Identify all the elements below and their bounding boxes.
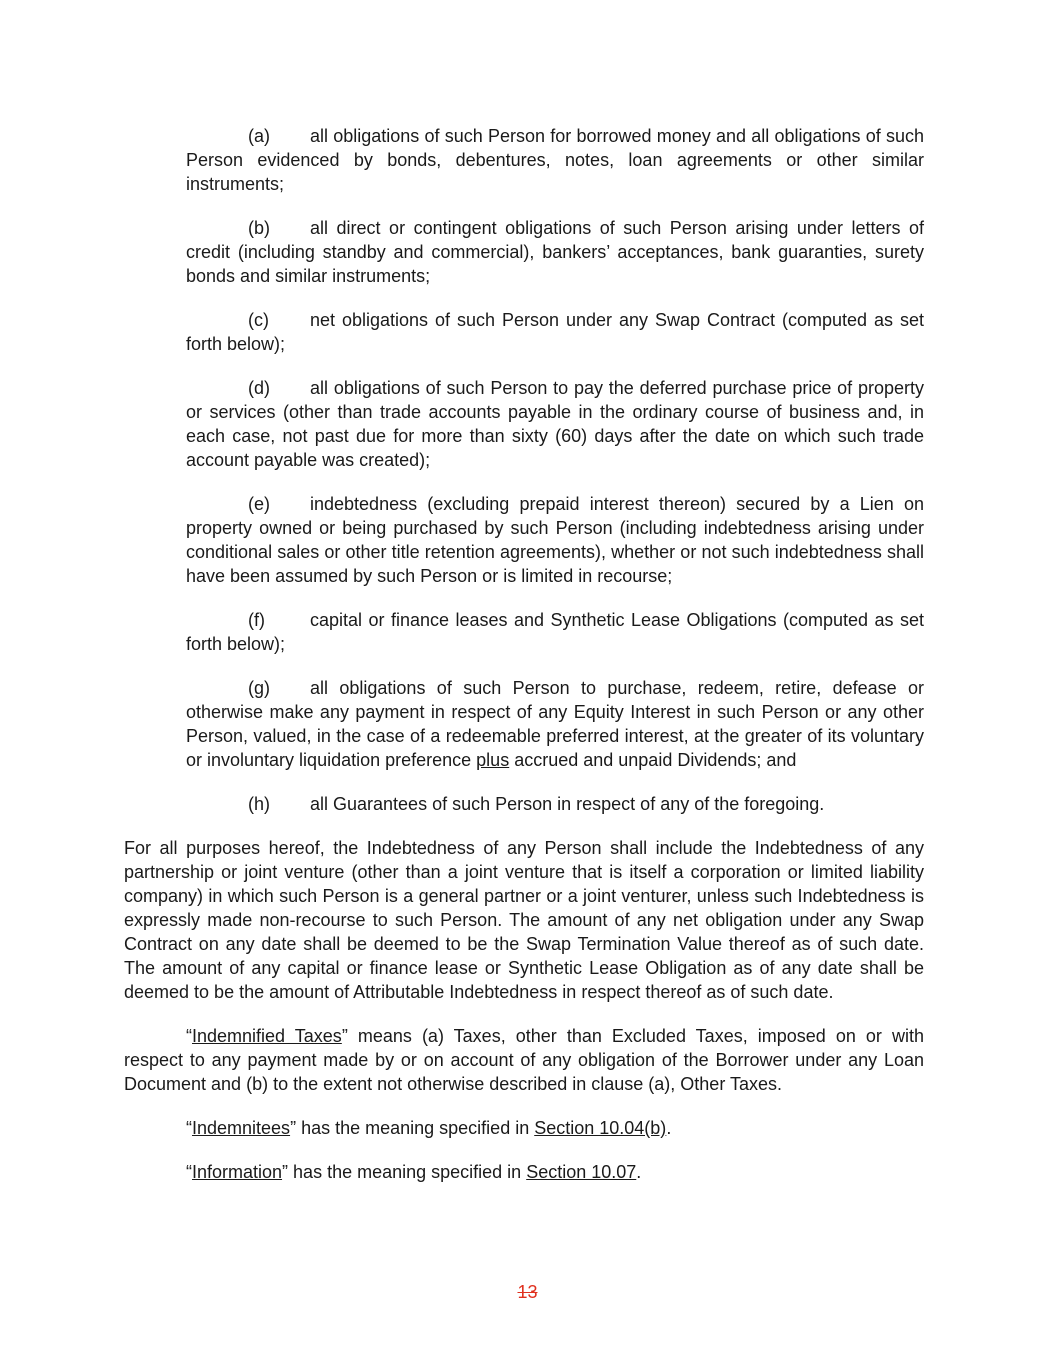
definition-text: means (a) Taxes, other than Excluded Taxes, imposed on or with respect to any payment made by or on account of any obligation of the Borrower under any Loan Document and (b) to the extent not otherwise described in clause (a), Other Taxes. <box>124 1026 924 1094</box>
definition-text: has the meaning specified in <box>296 1118 535 1138</box>
defined-term: Indemnified Taxes <box>192 1026 342 1046</box>
item-label: (g) <box>248 678 270 698</box>
close-quote: ” <box>341 1026 348 1046</box>
item-text: all obligations of such Person to purchase, redeem, retire, defease or otherwise make any payment in respect of any Equity Interest in such Person or any other Person, valued, in the case of a redeemable preferred interest, at the greater of its voluntary or involuntary liquidation preference <box>186 678 924 770</box>
item-label: (d) <box>248 378 270 398</box>
item-text: capital or finance leases and Synthetic Lease Obligations (computed as set forth below); <box>186 610 924 654</box>
item-label: (f) <box>248 610 265 630</box>
list-item-c <box>124 308 924 356</box>
item-label: (a) <box>248 126 270 146</box>
defined-term: Indemnitees <box>192 1118 291 1138</box>
definition-indemnified-taxes <box>124 1024 924 1096</box>
open-quote: “ <box>186 1026 192 1046</box>
list-item-b <box>124 216 924 288</box>
item-label: (h) <box>248 794 270 814</box>
item-text-end: accrued and unpaid Dividends; and <box>509 750 797 770</box>
section-reference: Section 10.04(b) <box>534 1118 667 1138</box>
item-text: all Guarantees of such Person in respect of any of the foregoing. <box>310 794 825 814</box>
section-reference: Section 10.07 <box>526 1162 637 1182</box>
underlined-term-plus: plus <box>476 750 510 770</box>
page-number: 13 <box>517 1282 538 1302</box>
closing-paragraph: For all purposes hereof, the Indebtedness of any Person shall include the Indebtedness of any partnership or joint venture (other than a joint venture that is itself a corporation or limited liability company) in which such Person is a general partner or a joint venturer, unless such Indebtedness is expressly made non-recourse to such Person. The amount of any net obligation under any Swap Contract on any date shall be deemed to be the Swap Termination Value thereof as of such date. The amount of any capital or finance lease or Synthetic Lease Obligation as of any date shall be deemed to be the amount of Attributable Indebtedness in respect thereof as of such date. <box>124 838 924 1002</box>
definition-indemnitees <box>124 1116 924 1140</box>
item-text: net obligations of such Person under any Swap Contract (computed as set forth below); <box>186 310 924 354</box>
item-text: all obligations of such Person for borrowed money and all obligations of such Person evidenced by bonds, debentures, notes, loan agreements or other similar instruments; <box>186 126 924 194</box>
definition-information <box>124 1160 924 1184</box>
defined-term: Information <box>192 1162 283 1182</box>
close-quote: ” <box>290 1118 297 1138</box>
list-item-f <box>124 608 924 656</box>
definition-text: has the meaning specified in <box>288 1162 527 1182</box>
list-item-g <box>124 676 924 772</box>
open-quote: “ <box>186 1162 192 1182</box>
open-quote: “ <box>186 1118 192 1138</box>
definition-end: . <box>636 1162 642 1182</box>
close-quote: ” <box>282 1162 289 1182</box>
list-item-a <box>124 124 924 196</box>
list-item-e <box>124 492 924 588</box>
list-item-d <box>124 376 924 472</box>
list-item-h <box>124 792 924 816</box>
definition-end: . <box>666 1118 672 1138</box>
item-label: (c) <box>248 310 269 330</box>
page-content <box>124 124 924 1204</box>
item-label: (e) <box>248 494 270 514</box>
item-text: all direct or contingent obligations of such Person arising under letters of credit (including standby and commercial), bankers’ acceptances, bank guaranties, surety bonds and similar instruments; <box>186 218 924 286</box>
item-label: (b) <box>248 218 270 238</box>
item-text: indebtedness (excluding prepaid interest thereon) secured by a Lien on property owned or being purchased by such Person (including indebtedness arising under conditional sales or other title retention agreements), whether or not such indebtedness shall have been assumed by such Person or is limited in recourse; <box>186 494 924 586</box>
item-text: all obligations of such Person to pay the deferred purchase price of property or services (other than trade accounts payable in the ordinary course of business and, in each case, not past due for more than sixty (60) days after the date on which such trade account payable was created); <box>186 378 924 470</box>
